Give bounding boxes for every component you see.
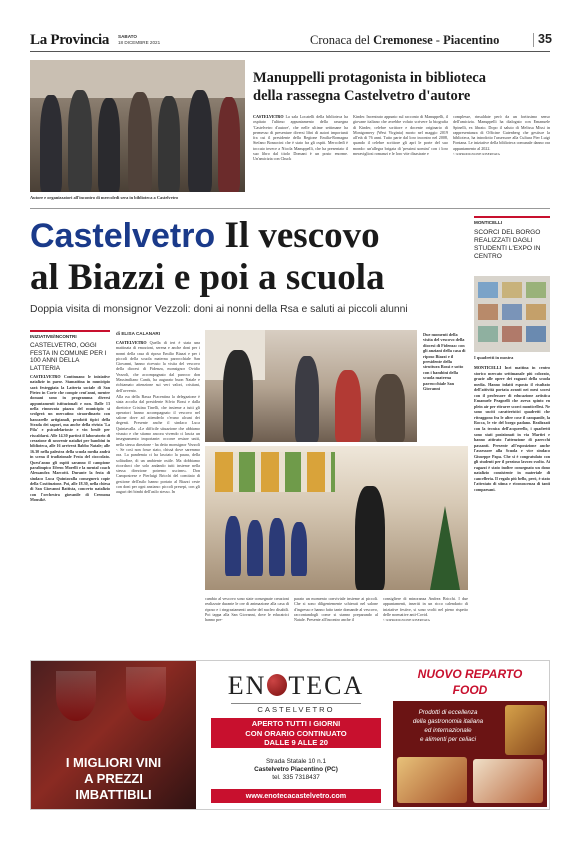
main-headline-rest: Il vescovo <box>215 215 380 256</box>
top-column-1 <box>253 114 348 162</box>
edition-day: SABATO <box>118 34 137 39</box>
ad-food-line-1: NUOVO REPARTO <box>417 667 523 681</box>
painting <box>526 304 546 320</box>
ad-wine-line-2: A PREZZI <box>84 771 143 786</box>
ad-brand <box>211 671 381 701</box>
ad-food-desc-4: e alimenti per celiaci <box>419 736 477 743</box>
article-bottom-1: cambio al vescovo sono state consegnate creazioni realizzate durante le ore di animazione alla casa di riposo e i ringraziamenti anche del nucleo disabili. Poi tappa alla San Giovanni, dove le educatrici hanno pre- <box>205 596 289 623</box>
ad-food-desc-1: Prodotti di eccellenza <box>418 709 478 716</box>
article-bottom-3 <box>383 596 468 623</box>
right-box-title: SCORCI DEL BORGO REALIZZATI DAGLI STUDENTI L'EXPO IN CENTRO <box>474 229 541 260</box>
advertisement <box>30 660 550 810</box>
top-col1-text: La sala Locatelli della biblioteca ha ospitato l'ultimo appuntamento della rassegna 'Castelvetro d'autore', che nelle ultime settimane ha permesso di presentare diversi libri di autori importanti fra cui il presidente della Regione Emilia-Romagna Stefano Bonaccini che è stato fra gli ospiti. Mercoledì è toccato invece a Nicola Manuppelli, che ha presentato il suo libro dal titolo Domani è un posto enorme. Un'amicizia con Chuck <box>253 114 348 162</box>
ad-brand-rule <box>231 703 361 704</box>
right-box <box>474 216 550 652</box>
newspaper-logo: La Provincia <box>30 32 110 48</box>
painting <box>502 282 522 298</box>
wine-glass <box>126 667 166 721</box>
masthead <box>30 30 550 54</box>
top-column-2: Kinder. Incentrato appunto sul racconto di Manuppelli, il giovane italiano che avrebbe voluto scrivere la biografia di Kinder, celebre scrittore e docente originario di Montgomery (West Virginia) morto nel maggio 2019 all'età di 76 anni. Tutto parte dal loro incontro nel 2008, quando il celebre scrittore gli aprì le porte del suo mondo: un'allegra brigata di 'pessimi uomini' con i loro meravigliosi romanzi e le loro vite disastrate e <box>353 114 448 157</box>
ad-wine-line-1: I MIGLIORI VINI <box>65 755 162 770</box>
ad-brand-a: EN <box>227 671 267 700</box>
ad-address-2: Castelvetro Piacentino (PC) <box>254 766 338 773</box>
grape-icon <box>267 674 287 696</box>
main-headline <box>30 216 470 256</box>
right-box-text: Inri mattina in centro storico mercato settimanale più colorato, grazie alle opere dei ragazzi della scuola media. Hanno infatti esposto il risultato dell'attività portata avanti nei mesi scorsi con il professore di educazione artistica Emanuele Peagnelli che aveva spinto en plein air per ritrarre scorci monticellesi. Ne sono usciti caratteristici quadretti che ritraggono fra le altre cose il campanile, la Rocca, le vie del borgo padano. Realizzati con la tecnica dell'acquerello, i quadretti sono stati posizionati in via Martiri e hanno attirato l'attenzione di parecchi passanti. Presente all'esposizione anche l'assessore alla Scuola e vice sindaco Giuseppe Papa. Che si è congratulato con gli studenti per il prezioso lavoro svolto. Ai ragazzi è stato inoltre consegnato un dono natalizio consistente in materiale di cancelleria. Il regalo più bello, però, è stato l'attestato di stima e riconoscenza di tanti compaesani. <box>474 365 550 493</box>
right-box-rule <box>474 216 550 218</box>
top-dateline: CASTELVETRO <box>253 114 284 119</box>
painting <box>502 326 522 342</box>
ad-wine-line-3: IMBATTIBILI <box>75 787 152 802</box>
top-col3-text: complesse, rinsaldate però da un fortissimo senso dell'amicizia. Manuppelli ha dialogato con Emanuele Spinelli, ex libraio. Dopo il saluto di Melissa Missi in rappresentanza di Officine Gutenberg che gestisce la biblioteca, ha introdotto l'assessore alla Cultura Pier Luigi Fontana. Le iniziative della biblioteca comunale danno ora appuntamento al 2022. <box>453 114 550 151</box>
main-headline-town: Castelvetro <box>30 217 216 255</box>
top-headline-1: Manuppelli protagonista in biblioteca <box>253 70 486 86</box>
photo-child <box>291 522 307 576</box>
ad-wine-panel <box>31 661 196 810</box>
left-box-dateline: CASTELVETRO <box>30 374 61 379</box>
ad-food-desc-3: ed internazionale <box>424 727 472 734</box>
ad-hours-1: APERTO TUTTI I GIORNI <box>251 719 341 728</box>
photo-child <box>269 518 285 576</box>
right-box-kicker: MONTICELLI <box>474 220 503 225</box>
article-dateline: CASTELVETRO <box>116 340 147 345</box>
article-col1-a: Quella di ieri è stata una mattinata di emozioni, serena e anche doni per i nonni della casa di riposo Emilio Biazzi e per i piccoli della scuola materna parrocchiale San Giovanni, hanno ricevuto la visita del vescovo della diocesi di Fidenza, monsignor Ovidio Vezzoli, che accompagnato dal parroco don Massimiliano Cantù, ha augurato buon Natale e richiamato attenzione sui veri valori, cristiani, dell'avvento. <box>116 340 200 393</box>
photo-bishop <box>355 486 385 590</box>
photo-person <box>375 374 405 442</box>
top-headline-2: della rassegna Castelvetro d'autore <box>253 88 471 104</box>
photo-person <box>128 92 152 192</box>
photo-person <box>295 356 319 442</box>
main-subhead: Doppia visita di monsignor Vezzoli: doni ai nonni della Rsa e saluti ai piccoli alunni <box>30 304 408 315</box>
page-number: 35 <box>538 32 552 46</box>
photo-person <box>218 97 240 192</box>
article-column-1 <box>116 340 200 495</box>
ad-food-photo <box>397 757 467 803</box>
painting <box>526 282 546 298</box>
left-box-rule <box>30 330 110 332</box>
section-title-c: Piacentino <box>443 33 500 47</box>
photo-person <box>335 370 361 442</box>
ad-hours-box <box>211 718 381 748</box>
right-box-body <box>474 365 550 493</box>
page-divider <box>533 33 534 47</box>
article-repro: © RIPRODUZIONE RISERVATA <box>383 618 430 623</box>
ad-hours-3: DALLE 9 ALLE 20 <box>264 738 328 747</box>
ad-food-panel <box>393 665 547 807</box>
photo-person <box>98 98 120 192</box>
photo-bishop <box>223 350 253 442</box>
photo-school <box>205 446 468 590</box>
edition-date: 18 DICEMBRE 2021 <box>118 40 161 45</box>
left-box-text: Continuano le iniziative natalizie in paese. Stamattina in municipio sarà festeggiata la Latteria sociale di San Pietro in Corte che compie cent'anni, mentre domani sono in programma diversi appuntamenti istituzionali e non. Dalle 13 nella rinnovata piazza del municipio si svolgerà un mercatino straordinario con bancarelle artigianali, prodotti tipici della Strada dei sapori, ma anche della rivista 'La Pila' e psicadelarioste e vin brulè per riscaldarsi. Alle 14.30 partirà il laboratorio di creazione di souvenir natalizi per bambini in biblioteca, alle 16 arriverà Babbo Natale; alle 16.30 nella palestra della scuola media andrà in scena il tradizionale Festa del cioccolato. Quest'anno gli ospiti saranno il campione paralimpico Efrem Morelli e la mental coach Alessandra Marcotti. Durante la festa di sindaco Luca Quintavalla consegnerà copie della Costituzione. Poi, alle 18.30, nella chiesa di San Giovanni Battista, concerto natalizio con l'orchestra giovanile di Cremona Mousikè. <box>30 374 110 502</box>
section-title-sep: - <box>432 33 444 47</box>
photo-person <box>40 95 62 192</box>
right-box-photo <box>474 276 550 352</box>
photo-child <box>247 520 263 576</box>
left-box-title: CASTELVETRO, OGGI FESTA IN COMUNE PER I 100 ANNI DELLA LATTERIA <box>30 342 107 372</box>
painting <box>478 282 498 298</box>
photo-person <box>158 96 180 192</box>
section-title-b: Cremonese <box>373 33 433 47</box>
photo-child <box>225 516 241 576</box>
top-photo <box>30 60 245 192</box>
ad-food-photo <box>505 705 545 755</box>
photo-tree <box>430 506 460 590</box>
ad-food-desc-2: della gastronomia italiana <box>412 718 484 725</box>
top-photo-caption: Autore e organizzatori all'incontro di mercoledì sera in biblioteca a Castelvetro <box>30 195 179 200</box>
painting <box>478 304 498 320</box>
photo-person <box>68 90 92 192</box>
byline: di ELISA CALANARI <box>116 331 160 336</box>
ad-food-box <box>393 701 547 807</box>
ad-brand-sub: CASTELVETRO <box>257 705 335 714</box>
main-headline-2: al Biazzi e poi a scuola <box>30 257 385 298</box>
right-box-dateline: MONTICELLI <box>474 365 502 370</box>
ad-hours-2: CON ORARIO CONTINUATO <box>245 728 347 738</box>
right-box-caption: I quadretti in mostra <box>474 355 514 360</box>
ad-brand-b: TECA <box>288 671 365 700</box>
photo-drawings <box>215 452 335 492</box>
masthead-rule <box>30 51 550 52</box>
top-column-3 <box>453 114 550 157</box>
ad-address-1: Strada Statale 10 n.1 <box>265 758 327 765</box>
section-title-a: Cronaca del <box>310 33 371 47</box>
article-col1-b: Alla rsa della Bassa Piacentina la delegazione è stata accolta dal presidente Silvio Bossi e dalla direttrice Cristina Tinelli, che insieme a tutti gli operatori hanno accompagnato il vescovo nel salone dove ad attenderlo c'erano alcuni dei degenti. Presente anche il sindaco Luca Quintavalla. «Le difficile situazione che abbiamo vissuto e che stiamo ancora vivendo ci lascia un insegnamento importante: occorre restare uniti, nella stessa direzione - ha detto monsignor Vezzoli -. Se così non fosse stato, chissà dove saremmo ora. La pandemia ci ha lasciato la paura, della solitudine, di un ambiente ostile. Ma dobbiamo ricordarci che solo andando tutti insieme nella stessa direzione potremo uscirne». Don Campostrese e Pierluigi Bricchi del comitato di gestione dell'asilo hanno portato al Biazzi ceste con doni per ogni anziano: piccoli presepi, con gli auguri dei bimbi dell'asilo stesso. In <box>116 393 200 495</box>
painting <box>502 304 522 320</box>
left-box-kicker: INIZIATIVE/INCONTRI <box>30 334 77 339</box>
left-box <box>30 330 110 652</box>
photo-rsa <box>205 330 417 442</box>
wine-glass <box>56 671 96 721</box>
section-title <box>310 33 499 48</box>
ad-url[interactable]: www.enotecacastelvetro.com <box>245 791 347 800</box>
painting <box>478 326 498 342</box>
ad-food-photo <box>473 759 543 803</box>
article-bottom-3-text: consigliere di minoranza Andrea Bricchi. I due appuntamenti, inseriti in un ricco calendario di iniziative festive, si sono svolti nel pieno rispetto delle normative anti-Covid. <box>383 596 468 617</box>
photo-caption: Due momenti della visita del vescovo della diocesi di Fidenza: con gli anziani della casa di riposo Biazzi e il presidente della struttura Bossi e sotto con i bambini della scuola materna parrocchiale San Giovanni <box>423 332 466 392</box>
ad-phone: tel. 335 7318437 <box>272 774 320 781</box>
left-box-body <box>30 374 110 502</box>
ad-food-line-2: FOOD <box>452 683 488 697</box>
article-bottom-2: parato un momento conviviale insieme ai piccoli. Che si sono diligentemente schierati nel salone d'ingresso e hanno fatto tante domande al vescovo, raccontandogli come si stanno preparando al Natale. Presente all'incontro anche il <box>294 596 378 623</box>
painting <box>526 326 546 342</box>
photo-person <box>188 90 212 192</box>
top-repro: © RIPRODUZIONE RISERVATA <box>453 152 500 157</box>
section-rule <box>30 208 550 209</box>
ad-url-bar <box>211 789 381 803</box>
